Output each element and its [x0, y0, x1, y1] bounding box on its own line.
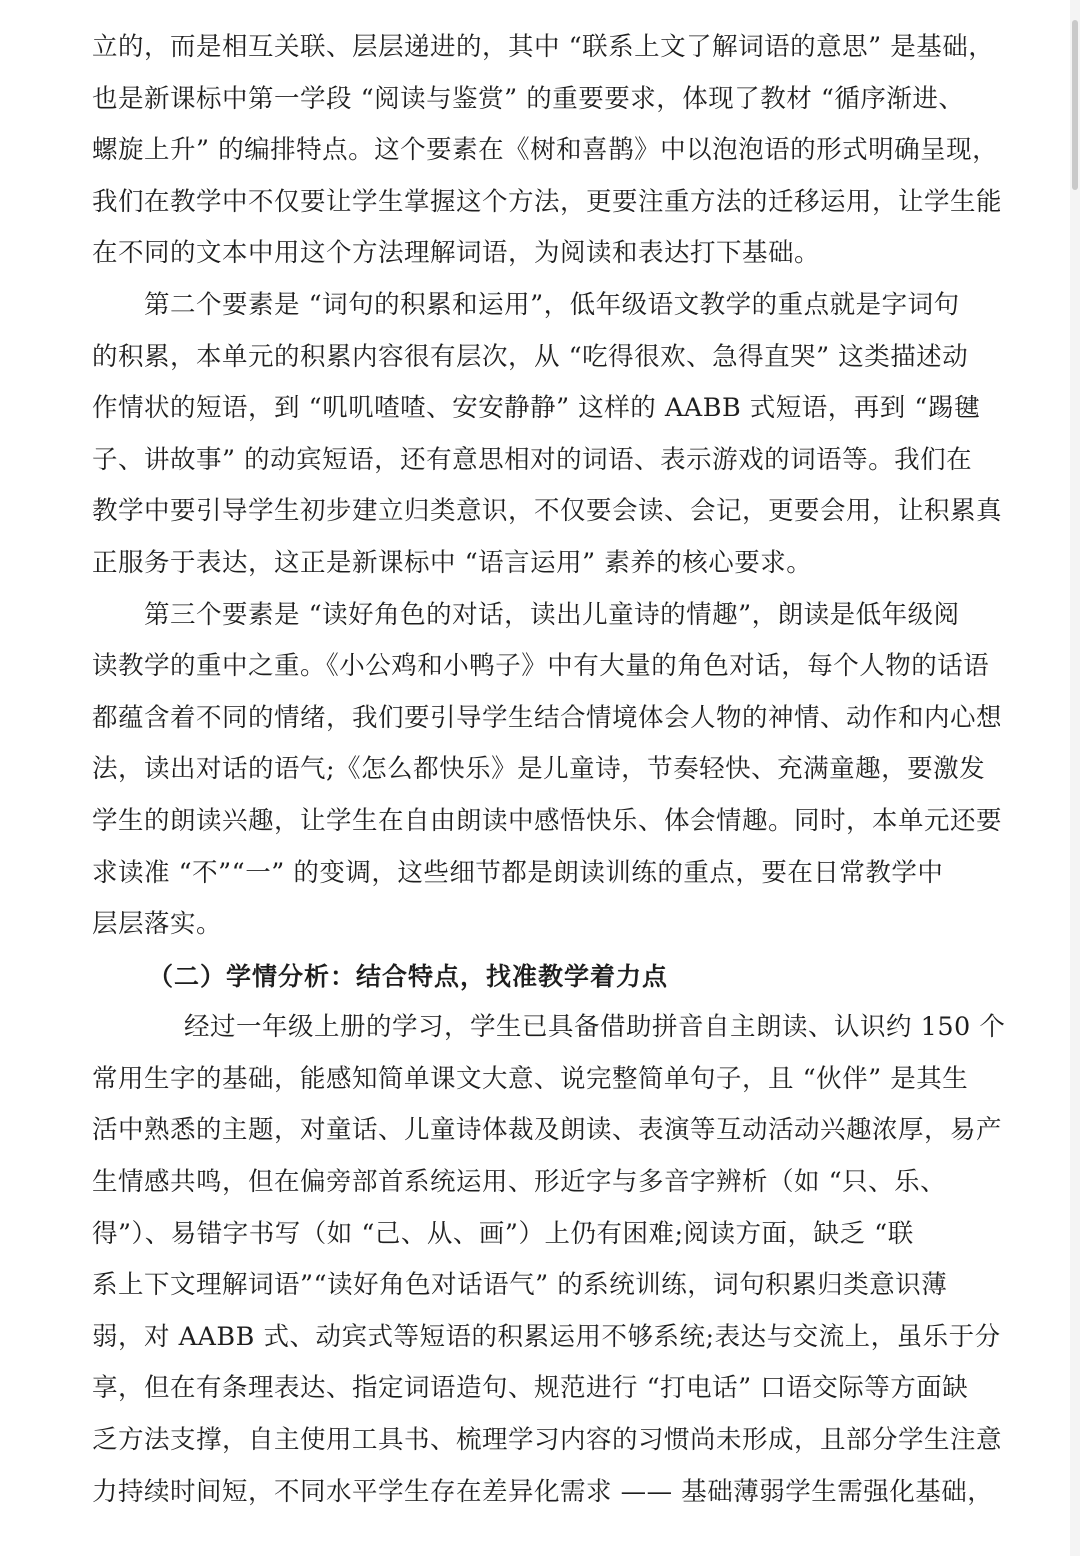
- paragraph-line: 立的，而是相互关联、层层递进的，其中 “联系上文了解词语的意思” 是基础，: [92, 32, 995, 62]
- paragraph-line: 作情状的短语，到 “叽叽喳喳、安安静静” 这样的 AABB 式短语，再到 “踢毽: [92, 393, 980, 424]
- paragraph-line: 弱，对 AABB 式、动宾式等短语的积累运用不够系统;表达与交流上，虽乐于分: [92, 1321, 1001, 1352]
- paragraph-line: 求读准 “不”“一” 的变调，这些细节都是朗读训练的重点，要在日常教学中: [92, 857, 944, 888]
- paragraph-line: 得”）、易错字书写（如 “己、从、画”）上仍有困难;阅读方面，缺乏 “联: [92, 1218, 914, 1249]
- paragraph-line: 系上下文理解词语”“读好角色对话语气” 的系统训练，词句积累归类意识薄: [92, 1270, 948, 1301]
- paragraph-line: 读教学的重中之重。《小公鸡和小鸭子》中有大量的角色对话，每个人物的话语: [92, 651, 990, 682]
- document-body: [92, 22, 1022, 1518]
- paragraph-line: 力持续时间短，不同水平学生存在差异化需求 —— 基础薄弱学生需强化基础，: [92, 1476, 994, 1507]
- paragraph-line: 子、讲故事” 的动宾短语，还有意思相对的词语、表示游戏的词语等。我们在: [92, 444, 973, 475]
- paragraph-line: 也是新课标中第一学段 “阅读与鉴赏” 的重要要求，体现了教材 “循序渐进、: [92, 83, 965, 114]
- paragraph-line: 活中熟悉的主题，对童话、儿童诗体裁及朗读、表演等互动活动兴趣浓厚，易产: [92, 1115, 1003, 1146]
- paragraph-line: 都蕴含着不同的情绪，我们要引导学生结合情境体会人物的神情、动作和内心想: [92, 702, 1003, 733]
- paragraph-line: 教学中要引导学生初步建立归类意识，不仅要会读、会记，更要会用，让积累真: [92, 496, 1003, 527]
- paragraph-line: 正服务于表达，这正是新课标中 “语言运用” 素养的核心要求。: [92, 547, 813, 578]
- scrollbar-thumb[interactable]: [1072, 20, 1078, 190]
- paragraph-line: 在不同的文本中用这个方法理解词语，为阅读和表达打下基础。: [92, 238, 821, 269]
- paragraph-line: 第二个要素是 “词句的积累和运用”，低年级语文教学的重点就是字词句: [144, 289, 960, 320]
- paragraph-line: 螺旋上升” 的编排特点。这个要素在《树和喜鹊》中以泡泡语的形式明确呈现，: [92, 135, 999, 166]
- paragraph-line: 乏方法支撑，自主使用工具书、梳理学习内容的习惯尚未形成，且部分学生注意: [92, 1425, 1003, 1456]
- paragraph-line: 第三个要素是 “读好角色的对话，读出儿童诗的情趣”，朗读是低年级阅: [144, 599, 960, 630]
- paragraph-line: 享，但在有条理表达、指定词语造句、规范进行 “打电话” 口语交际等方面缺: [92, 1373, 969, 1404]
- paragraph-line: 生情感共鸣，但在偏旁部首系统运用、形近字与多音字辨析（如 “只、乐、: [92, 1167, 947, 1198]
- paragraph-line: 法，读出对话的语气;《怎么都快乐》是儿童诗，节奏轻快、充满童趣，要激发: [92, 754, 986, 785]
- section-heading: （二）学情分析：结合特点，找准教学着力点: [148, 961, 669, 991]
- paragraph-line: 的积累，本单元的积累内容很有层次，从 “吃得很欢、急得直哭” 这类描述动: [92, 341, 969, 372]
- paragraph-line: 常用生字的基础，能感知简单课文大意、说完整简单句子，且 “伙伴” 是其生: [92, 1063, 969, 1094]
- paragraph-line: 层层落实。: [92, 909, 223, 940]
- paragraph-line: 我们在教学中不仅要让学生掌握这个方法，更要注重方法的迁移运用，让学生能: [92, 186, 1003, 217]
- paragraph-line: 学生的朗读兴趣，让学生在自由朗读中感悟快乐、体会情趣。同时，本单元还要: [92, 805, 1003, 836]
- vertical-scrollbar[interactable]: [1070, 0, 1080, 1556]
- paragraph-line: 经过一年级上册的学习，学生已具备借助拼音自主朗读、认识约 150 个: [184, 1012, 1006, 1043]
